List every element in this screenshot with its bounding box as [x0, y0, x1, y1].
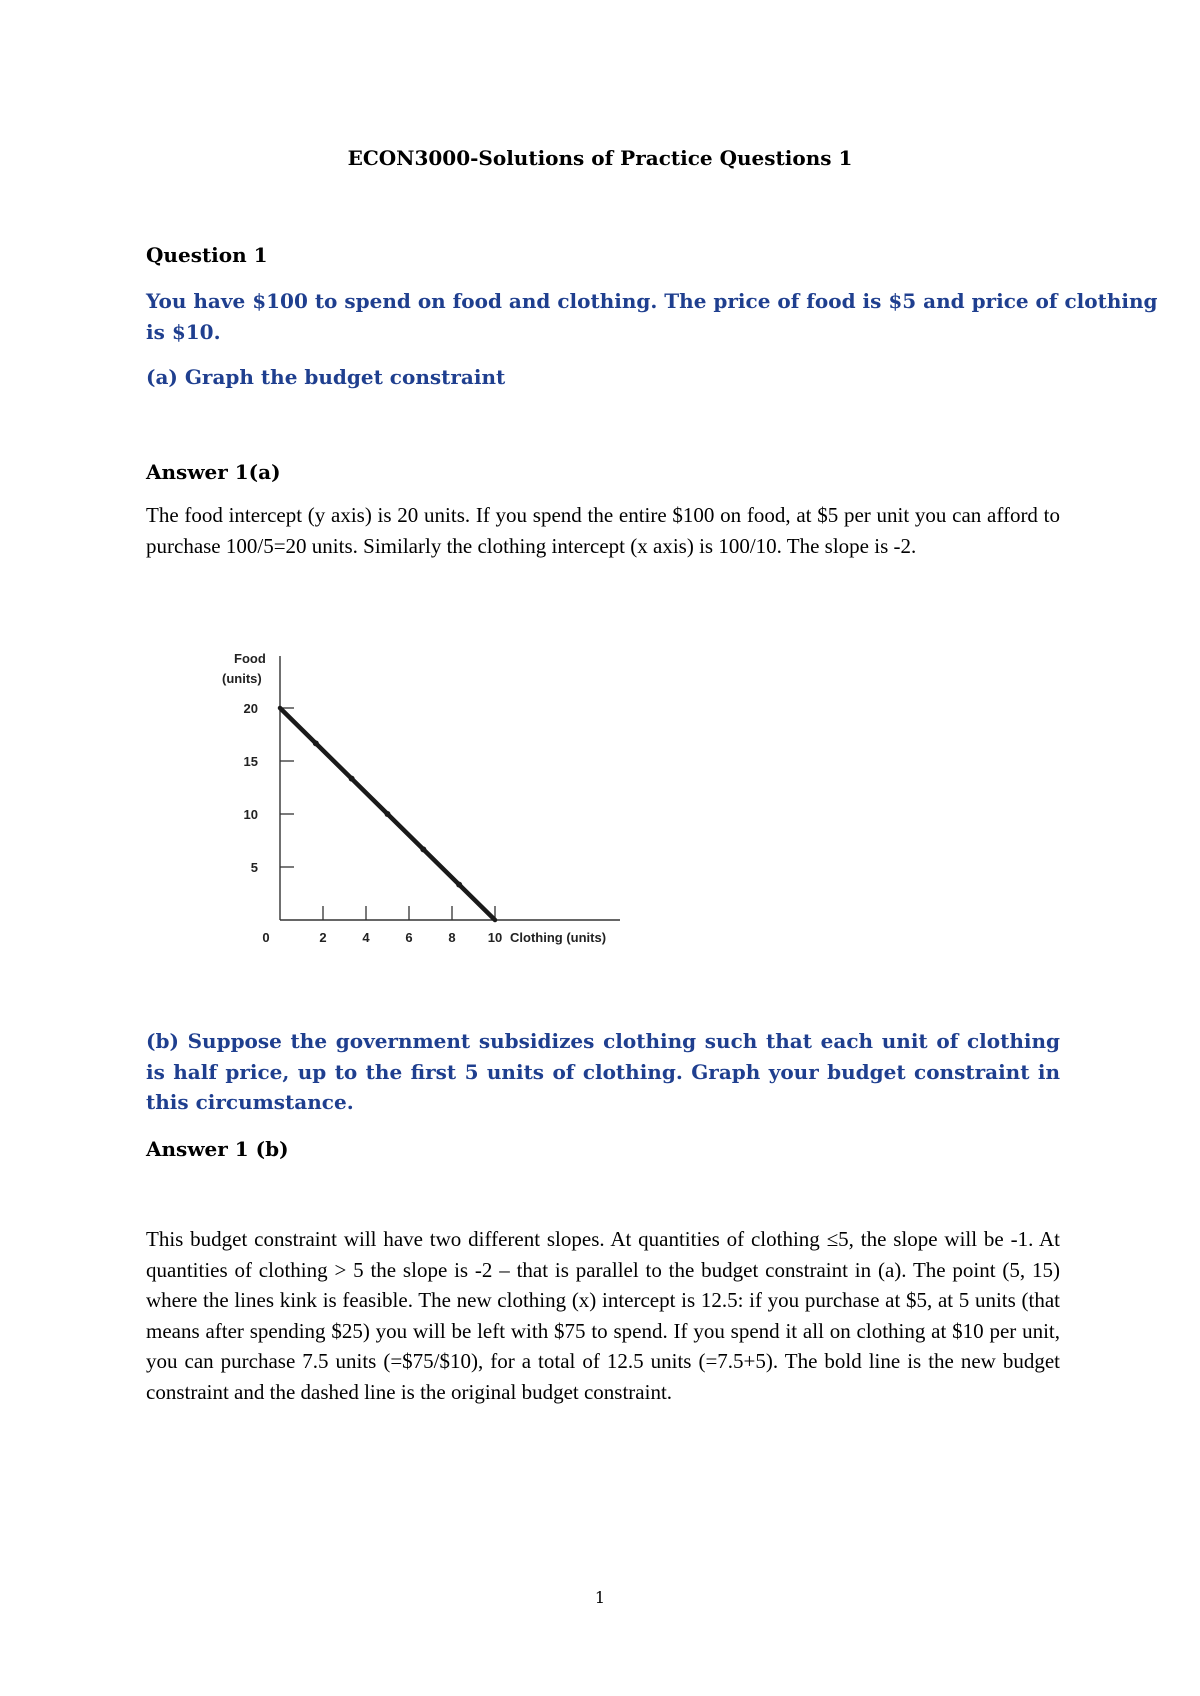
page-number: 1	[594, 1588, 606, 1607]
budget-line-point	[456, 882, 462, 888]
y-tick-label: 20	[243, 701, 258, 716]
y-tick-label: 10	[243, 807, 258, 822]
question-1-part-b: (b) Suppose the government subsidizes clothing such that each unit of clothing is half price, up to the first 5 units of clothing. Graph your budget constraint in this circumstance.	[146, 1029, 1060, 1114]
x-tick-label: 0	[262, 930, 270, 945]
answer-1b-text: This budget constraint will have two different slopes. At quantities of clothing ≤5, the slope will be -1. At quantities of clothing > 5 the slope is -2 – that is parallel to the budget constraint in (a). The point (5, 15) where the lines kink is feasible. The new clothing (x) intercept is 12.5: if you purchase at $5, at 5 units (that means after spending $25) you will be left with $75 to spend. If you spend it all on clothing at $10 per unit, you can purchase 7.5 units (=$75/$10), for a total of 12.5 units (=7.5+5). The bold line is the new budget constraint and the dashed line is the original budget constraint.	[146, 1227, 1060, 1404]
question-1-part-a: (a) Graph the budget constraint	[146, 365, 506, 389]
x-tick-label: 8	[448, 930, 456, 945]
x-tick-label: 4	[362, 930, 370, 945]
answer-1b-heading: Answer 1 (b)	[146, 1137, 289, 1161]
chart-ticks	[244, 701, 503, 945]
y-tick-label: 15	[243, 754, 258, 769]
question-1-prompt-line-2: is $10.	[146, 319, 221, 344]
budget-line-point	[349, 776, 355, 782]
budget-line-point	[420, 846, 426, 852]
y-axis-label-line-1: Food	[234, 651, 266, 666]
question-1-prompt	[146, 286, 1158, 347]
x-axis-label: Clothing (units)	[510, 930, 607, 945]
budget-line-point	[313, 740, 319, 746]
x-tick-label: 2	[319, 930, 327, 945]
chart-series	[280, 708, 495, 920]
question-1-prompt-line-1: You have $100 to spend on food and clothing. The price of food is $5 and price of clothing	[146, 289, 1158, 313]
question-1-heading: Question 1	[146, 243, 268, 267]
x-tick-label: 6	[405, 930, 413, 945]
page-title: ECON3000-Solutions of Practice Questions 1	[347, 146, 853, 170]
budget-constraint-chart	[200, 640, 640, 960]
y-tick-label: 5	[250, 860, 258, 875]
chart-axes	[280, 656, 620, 920]
answer-1a-text: The food intercept (y axis) is 20 units. If you spend the entire $100 on food, at $5 per unit you can afford to purchase 100/5=20 units. Similarly the clothing intercept (x axis) is 100/10. The slope is -2.	[146, 503, 1060, 558]
y-axis-label-line-2: (units)	[222, 671, 262, 686]
budget-line-point	[385, 811, 391, 817]
answer-1a-heading: Answer 1(a)	[146, 460, 281, 484]
x-tick-label: 10	[487, 930, 503, 945]
